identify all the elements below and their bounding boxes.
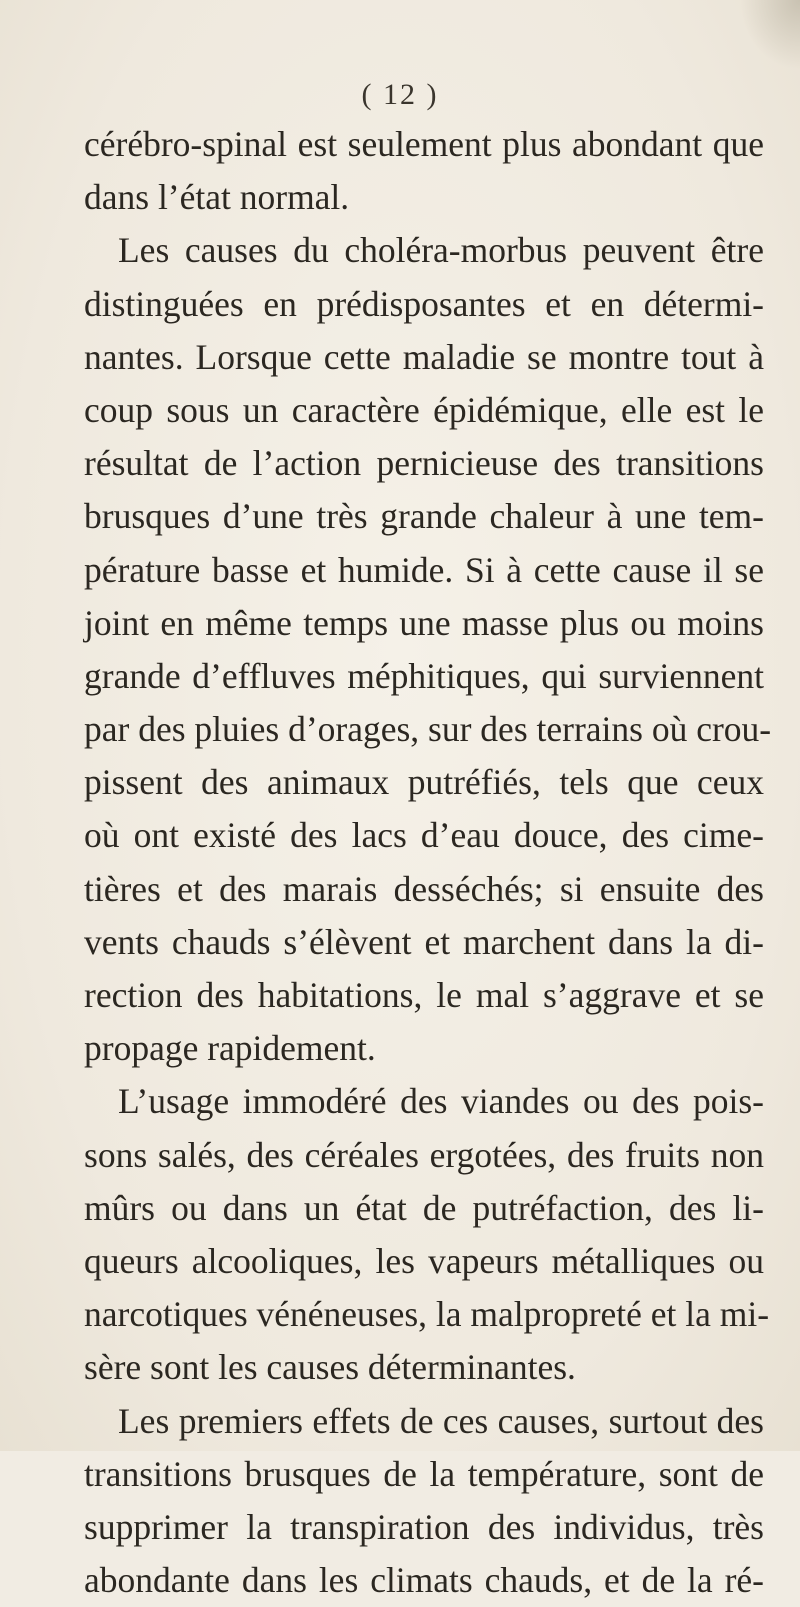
text-line: cérébro-spinal est seulement plus abondant que xyxy=(84,124,764,164)
text-line: coup sous un caractère épidémique, elle est le xyxy=(84,389,764,430)
text-line: dans l’état normal. xyxy=(84,177,350,218)
text-line: supprimer la transpiration des individus, très xyxy=(84,1506,764,1547)
text-line: propage rapidement. xyxy=(84,1028,376,1069)
text-line: Les causes du choléra-morbus peuvent être xyxy=(118,230,764,271)
text-line: distinguées en prédisposantes et en détermi- xyxy=(84,283,764,324)
text-line: abondante dans les climats chauds, et de la ré- xyxy=(84,1560,764,1601)
text-line: mûrs ou dans un état de putréfaction, des li- xyxy=(84,1187,764,1228)
text-line: pérature basse et humide. Si à cette cause il se xyxy=(84,549,764,590)
text-line: tières et des marais desséchés; si ensuite des xyxy=(84,868,764,909)
text-line: sons salés, des céréales ergotées, des fruits non xyxy=(84,1134,764,1175)
text-line: joint en même temps une masse plus ou moins xyxy=(84,602,764,643)
text-line: queurs alcooliques, les vapeurs métalliques ou xyxy=(84,1240,764,1281)
page-number: ( 12 ) xyxy=(361,78,439,111)
text-line: L’usage immodéré des viandes ou des pois- xyxy=(118,1081,764,1122)
text-line: résultat de l’action pernicieuse des transitions xyxy=(84,443,764,484)
text-line: grande d’effluves méphitiques, qui surviennent xyxy=(84,655,764,696)
text-line: vents chauds s’élèvent et marchent dans la di- xyxy=(84,921,764,962)
text-line: Les premiers effets de ces causes, surtout des xyxy=(118,1400,764,1441)
text-line: nantes. Lorsque cette maladie se montre tout à xyxy=(84,336,764,377)
text-line: brusques d’une très grande chaleur à une tem- xyxy=(84,496,764,537)
page-corner-stain xyxy=(740,0,800,70)
text-line: rection des habitations, le mal s’aggrave et se xyxy=(84,975,764,1015)
text-line: pissent des animaux putréfiés, tels que ceux xyxy=(84,762,764,803)
text-line: où ont existé des lacs d’eau douce, des cime- xyxy=(84,815,764,856)
text-line: par des pluies d’orages, sur des terrains où crou- xyxy=(84,709,772,750)
body-text xyxy=(84,118,772,1607)
text-line: sère sont les causes déterminantes. xyxy=(84,1347,576,1388)
text-line: transitions brusques de la température, sont de xyxy=(84,1453,764,1494)
text-line: narcotiques vénéneuses, la malpropreté et la mi- xyxy=(84,1294,770,1335)
